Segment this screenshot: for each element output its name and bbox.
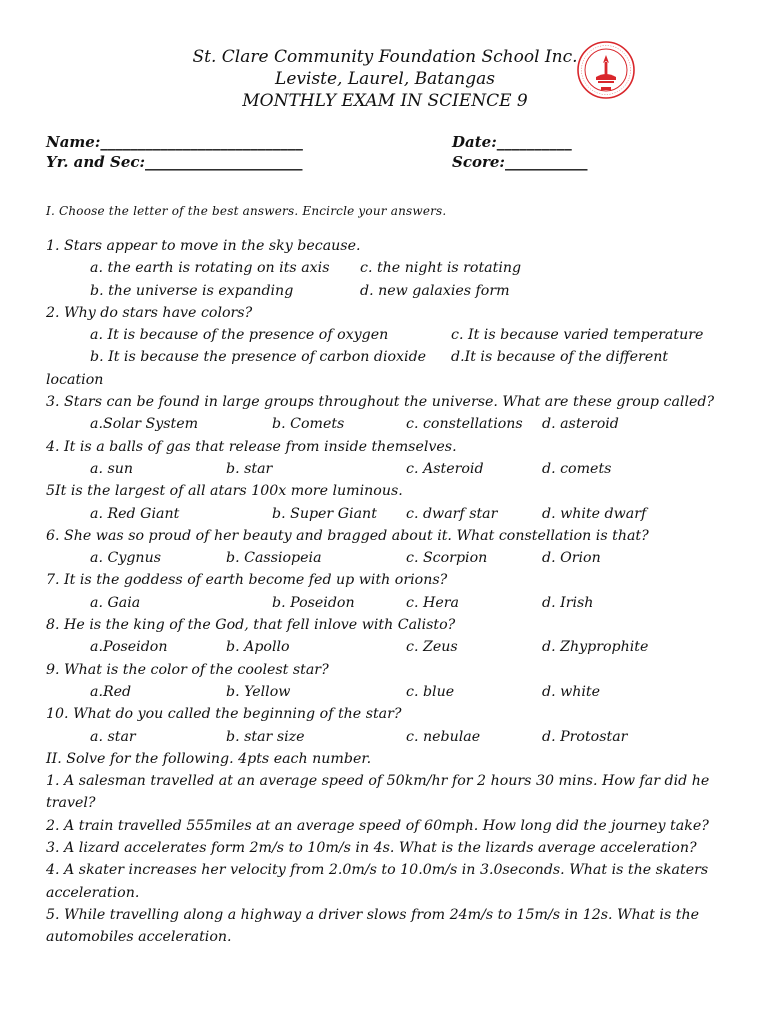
option-c: c. blue	[406, 683, 455, 700]
option-b: b. It is because the presence of carbon dioxide	[90, 349, 427, 366]
problem-1: 1. A salesman travelled at an average speed of 50km/hr for 2 hours 30 mins. How far did he	[46, 773, 710, 790]
question-9: 9. What is the color of the coolest star?	[46, 661, 329, 678]
problem-5: 5. While travelling along a highway a driver slows from 24m/s to 15m/s in 12s. What is the	[46, 906, 699, 923]
option-a: a.Red	[90, 683, 132, 700]
option-b: b. star	[226, 460, 273, 477]
option-a: a. Red Giant	[90, 505, 180, 522]
option-c: c. constellations	[406, 416, 523, 433]
score-field: Score:___________	[452, 153, 588, 171]
option-d: d. Irish	[542, 594, 594, 611]
question-8-options	[46, 636, 746, 658]
option-b: b. Apollo	[226, 639, 290, 656]
question-5-options	[46, 503, 746, 525]
problem-2: 2. A train travelled 555miles at an average speed of 60mph. How long did the journey take?	[46, 817, 709, 834]
problem-3: 3. A lizard accelerates form 2m/s to 10m/s in 4s. What is the lizards average acceleration?	[46, 840, 697, 857]
option-a: a. star	[90, 728, 136, 745]
option-d: d.It is because of the different	[451, 349, 669, 366]
name-field: Name:___________________________	[46, 133, 303, 151]
option-b: b. Super Giant	[272, 505, 377, 522]
question-2-continued: location	[46, 371, 104, 388]
question-6: 6. She was so proud of her beauty and bragged about it. What constellation is that?	[46, 527, 649, 544]
document-header	[150, 46, 620, 112]
option-a: a. Cygnus	[90, 550, 161, 567]
question-10: 10. What do you called the beginning of the star?	[46, 706, 402, 723]
option-c: c. Scorpion	[406, 550, 488, 567]
date-field: Date:__________	[452, 133, 572, 151]
question-2-options	[46, 324, 746, 346]
option-d: d. white	[542, 683, 601, 700]
option-c: c. the night is rotating	[360, 260, 522, 277]
question-1-options	[46, 280, 746, 302]
option-c: c. It is because varied temperature	[451, 327, 704, 344]
question-5: 5It is the largest of all atars 100x more luminous.	[46, 483, 403, 500]
question-6-options	[46, 547, 746, 569]
option-a: a.Solar System	[90, 416, 199, 433]
option-c: c. Asteroid	[406, 460, 484, 477]
option-d: d. Orion	[542, 550, 601, 567]
option-a: a. Gaia	[90, 594, 141, 611]
question-1: 1. Stars appear to move in the sky because.	[46, 238, 361, 254]
school-name: St. Clare Community Foundation School Inc.	[192, 47, 578, 67]
question-4-options	[46, 458, 746, 480]
option-a: a. the earth is rotating on its axis	[90, 260, 330, 277]
questions	[46, 235, 746, 949]
school-address: Leviste, Laurel, Batangas	[275, 69, 495, 89]
option-c: c. dwarf star	[406, 505, 498, 522]
question-2: 2. Why do stars have colors?	[46, 304, 253, 321]
option-b: b. star size	[226, 728, 305, 745]
question-1-options	[46, 257, 746, 279]
option-a: a. sun	[90, 460, 134, 477]
question-9-options	[46, 681, 746, 703]
question-10-options	[46, 726, 746, 748]
option-c: c. Zeus	[406, 639, 458, 656]
question-3: 3. Stars can be found in large groups throughout the universe. What are these group called?	[46, 394, 715, 411]
problem-5-continued: automobiles acceleration.	[46, 929, 232, 946]
option-b: b. Cassiopeia	[226, 550, 322, 567]
option-d: d. new galaxies form	[360, 282, 510, 299]
option-d: d. Protostar	[542, 728, 628, 745]
option-d: d. asteroid	[542, 416, 619, 433]
option-d: d. white dwarf	[542, 505, 647, 522]
option-b: b. Comets	[272, 416, 345, 433]
option-c: c. Hera	[406, 594, 459, 611]
option-a: a.Poseidon	[90, 639, 168, 656]
question-2-options	[46, 346, 746, 368]
problem-4-continued: acceleration.	[46, 884, 140, 901]
problem-4: 4. A skater increases her velocity from 2.0m/s to 10.0m/s in 3.0seconds. What is the skaters	[46, 862, 709, 879]
part-2-heading: II. Solve for the following. 4pts each number.	[46, 750, 372, 767]
option-b: b. the universe is expanding	[90, 282, 294, 299]
option-d: d. comets	[542, 460, 612, 477]
instructions: I. Choose the letter of the best answers. Encircle your answers.	[46, 204, 447, 218]
question-8: 8. He is the king of the God, that fell inlove with Calisto?	[46, 617, 456, 634]
question-4: 4. It is a balls of gas that release from inside themselves.	[46, 438, 457, 455]
option-c: c. nebulae	[406, 728, 481, 745]
problem-1-continued: travel?	[46, 795, 96, 812]
question-7-options	[46, 592, 746, 614]
option-d: d. Zhyprophite	[542, 639, 649, 656]
question-7: 7. It is the goddess of earth become fed up with orions?	[46, 572, 448, 589]
option-b: b. Yellow	[226, 683, 291, 700]
school-seal-icon	[576, 40, 636, 100]
section-field: Yr. and Sec:_____________________	[46, 153, 303, 171]
option-b: b. Poseidon	[272, 594, 355, 611]
question-3-options	[46, 413, 746, 435]
exam-title: MONTHLY EXAM IN SCIENCE 9	[242, 91, 528, 111]
option-a: a. It is because of the presence of oxygen	[90, 327, 389, 344]
